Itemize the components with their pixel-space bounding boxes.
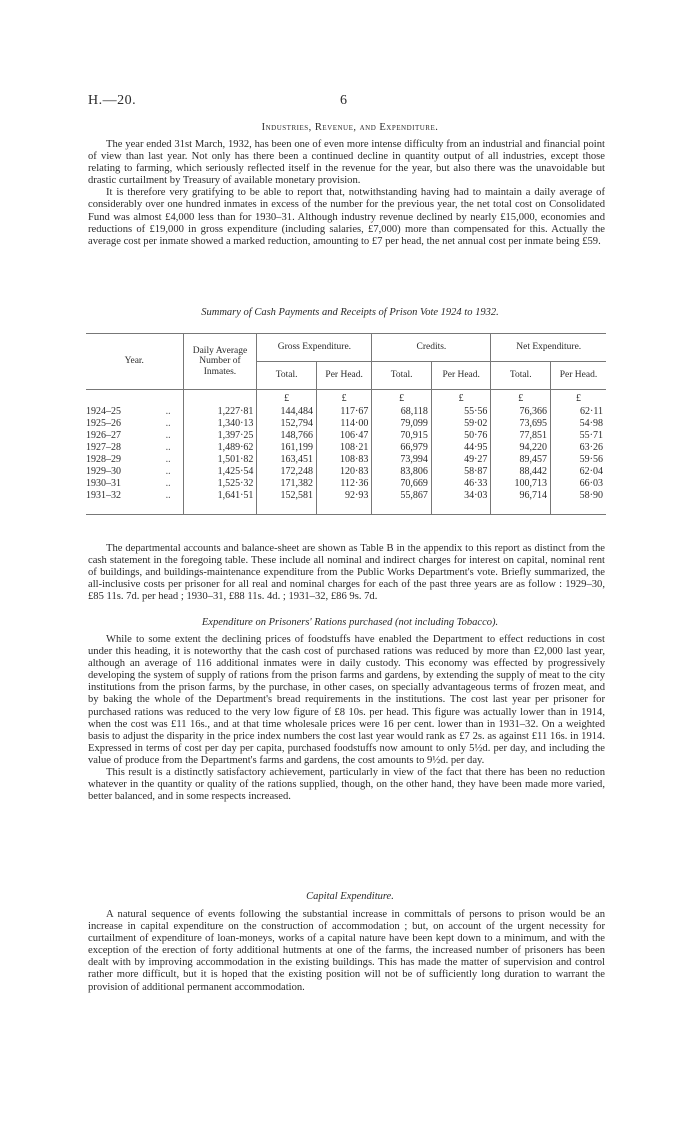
subheader-credits-total: Total. (372, 362, 432, 390)
cell-net-total: 96,714 (491, 490, 551, 502)
section-industries-body (88, 139, 605, 248)
currency-symbol: £ (550, 390, 606, 406)
cell-year: 1929–30 (86, 465, 121, 477)
cell-net-total: 94,220 (491, 442, 551, 454)
cell-credits-total: 70,915 (372, 430, 432, 442)
table-row (86, 466, 606, 478)
subheader-net-per-head: Per Head. (550, 362, 606, 390)
cell-gross-per-head: 117·67 (316, 406, 371, 418)
table-row (86, 478, 606, 490)
cell-leader-dots: .. (165, 429, 171, 441)
cell-daily-average: 1,501·82 (183, 454, 257, 466)
cell-year: 1930–31 (86, 478, 121, 490)
cell-net-total: 73,695 (491, 418, 551, 430)
cell-year: 1926–27 (86, 429, 121, 441)
cell-net-per-head: 62·04 (550, 466, 606, 478)
cell-daily-average: 1,425·54 (183, 466, 257, 478)
cell-credits-total: 68,118 (372, 406, 432, 418)
cell-leader-dots: .. (165, 405, 171, 417)
cell-daily-average: 1,227·81 (183, 406, 257, 418)
cell-gross-total: 172,248 (257, 466, 317, 478)
cell-gross-total: 144,484 (257, 406, 317, 418)
cell-year: 1925–26 (86, 417, 121, 429)
cell-net-total: 77,851 (491, 430, 551, 442)
cell-gross-per-head: 114·00 (316, 418, 371, 430)
cell-credits-total: 70,669 (372, 478, 432, 490)
summary-table-body (86, 390, 606, 515)
cell-credits-total: 79,099 (372, 418, 432, 430)
section-title-rations: Expenditure on Prisoners' Rations purchased (not including Tobacco). (201, 617, 499, 628)
cell-gross-per-head: 108·21 (316, 442, 371, 454)
cell-net-total: 88,442 (491, 466, 551, 478)
cell-net-per-head: 66·03 (550, 478, 606, 490)
cell-year: 1928–29 (86, 453, 121, 465)
cell-gross-total: 152,581 (257, 490, 317, 502)
cell-gross-total: 171,382 (257, 478, 317, 490)
paragraph: While to some extent the declining prices of foodstuffs have enabled the Department to effect reductions in cost under this heading, it is noteworthy that the cash cost of purchased rations was reduced by more than £2,000 last year, although an average of 116 additional inmates were in daily custody. This economy was effected by progressively developing the system of supply of rations from the prison farms and gardens, by extending the supply of meat to the city institutions from the prison farms, by the purchase, in other cases, on specially advantageous terms of frozen meat, and by baking the whole of the Department's bread requirements in the institutions. The cost last year per prisoner for purchased rations was reduced to the very low figure of £8 10s. per head. This figure was actually lower than in 1914, when the cost was £11 16s., and at that time wholesale prices were 16 per cent. lower than in 1931–32. On a weighted basis to adjust the disparity in the price index numbers the cost last year would rank as £7 2s. as against £11 16s. in 1914. Expressed in terms of cost per day per capita, purchased foodstuffs now amount to only 5½d. per day, and including the value of produce from the Department's farms and gardens, the cost amounts to 9½d. per day. (88, 634, 605, 766)
table-row (86, 442, 606, 454)
cell-credits-total: 66,979 (372, 442, 432, 454)
section-title-capital: Capital Expenditure. (306, 891, 394, 902)
cell-year: 1924–25 (86, 405, 121, 417)
cell-credits-per-head: 49·27 (431, 454, 491, 466)
subheader-gross-total: Total. (257, 362, 317, 390)
cell-credits-per-head: 34·03 (431, 490, 491, 502)
subheader-net-total: Total. (491, 362, 551, 390)
cell-gross-per-head: 112·36 (316, 478, 371, 490)
cell-gross-per-head: 120·83 (316, 466, 371, 478)
cell-leader-dots: .. (165, 417, 171, 429)
cell-gross-per-head: 92·93 (316, 490, 371, 502)
table-row (86, 406, 606, 418)
cell-gross-per-head: 106·47 (316, 430, 371, 442)
cell-credits-total: 83,806 (372, 466, 432, 478)
page-number: 6 (340, 93, 347, 108)
cell-credits-per-head: 58·87 (431, 466, 491, 478)
cell-daily-average: 1,397·25 (183, 430, 257, 442)
accounts-paragraph-block (88, 543, 605, 603)
cell-leader-dots: .. (165, 478, 171, 490)
currency-symbol: £ (257, 390, 317, 406)
cell-year: 1931–32 (86, 490, 121, 502)
cell-credits-per-head: 46·33 (431, 478, 491, 490)
cell-net-total: 76,366 (491, 406, 551, 418)
table-row (86, 454, 606, 466)
section-capital-body (88, 909, 605, 994)
cell-daily-average: 1,641·51 (183, 490, 257, 502)
document-reference: H.—20. (88, 93, 137, 108)
col-header-daily-average: Daily Average Number of Inmates. (183, 334, 257, 390)
table-row (86, 430, 606, 442)
cell-leader-dots: .. (165, 441, 171, 453)
cell-daily-average: 1,525·32 (183, 478, 257, 490)
cell-net-per-head: 55·71 (550, 430, 606, 442)
summary-table-wrap (86, 333, 606, 515)
col-header-gross-expenditure: Gross Expenditure. (257, 334, 372, 362)
cell-credits-per-head: 55·56 (431, 406, 491, 418)
cell-credits-total: 73,994 (372, 454, 432, 466)
cell-net-per-head: 62·11 (550, 406, 606, 418)
cell-daily-average: 1,489·62 (183, 442, 257, 454)
summary-table (86, 333, 606, 515)
cell-year: 1927–28 (86, 441, 121, 453)
col-header-credits: Credits. (372, 334, 491, 362)
section-title-industries: Industries, Revenue, and Expenditure. (261, 122, 439, 133)
cell-net-per-head: 54·98 (550, 418, 606, 430)
table-title: Summary of Cash Payments and Receipts of Prison Vote 1924 to 1932. (201, 307, 499, 318)
subheader-credits-per-head: Per Head. (431, 362, 491, 390)
cell-gross-per-head: 108·83 (316, 454, 371, 466)
cell-net-total: 89,457 (491, 454, 551, 466)
paragraph: This result is a distinctly satisfactory achievement, particularly in view of the fact that there has been no reduction whatever in the quantity or quality of the rations supplied, though, on the other hand, they have been made more varied, better balanced, and in some respects increased. (88, 767, 605, 803)
table-row (86, 418, 606, 430)
cell-gross-total: 161,199 (257, 442, 317, 454)
cell-gross-total: 148,766 (257, 430, 317, 442)
table-row (86, 490, 606, 502)
cell-credits-total: 55,867 (372, 490, 432, 502)
cell-leader-dots: .. (165, 490, 171, 502)
col-header-net-expenditure: Net Expenditure. (491, 334, 606, 362)
cell-credits-per-head: 44·95 (431, 442, 491, 454)
cell-gross-total: 152,794 (257, 418, 317, 430)
section-rations-body (88, 634, 605, 803)
cell-leader-dots: .. (165, 465, 171, 477)
cell-credits-per-head: 59·02 (431, 418, 491, 430)
paragraph: A natural sequence of events following the substantial increase in committals of persons to prison would be an increase in capital expenditure on the construction of accommodation ; but, on account of the urgent necessity for curtailment of expenditure of loan-moneys, works of a capital nature have been kept down to a minimum, and with the exception of the erection of forty additional hutments at one of the farms, the increased number of prisoners has been dealt with by improving accommodation in the existing buildings. This has made the matter of supervision and control rather more difficult, but it is hoped that the existing position will not be of sufficiently long duration to warrant the provision of additional permanent accommodation. (88, 909, 605, 993)
cell-leader-dots: .. (165, 453, 171, 465)
cell-daily-average: 1,340·13 (183, 418, 257, 430)
paragraph: The year ended 31st March, 1932, has been one of even more intense difficulty from an industrial and financial point of view than last year. Not only has there been a continued decline in quantity output of all industries, except those relating to farming, which seriously reflected itself in the revenue for the year, but also there was the unavoidable but drastic curtailment by Treasury of available monetary provision. (88, 139, 605, 187)
currency-symbol: £ (431, 390, 491, 406)
currency-symbol: £ (316, 390, 371, 406)
cell-net-per-head: 59·56 (550, 454, 606, 466)
paragraph: It is therefore very gratifying to be able to report that, notwithstanding having had to maintain a daily average of considerably over one hundred inmates in excess of the number for the previous year, the net total cost on Consolidated Fund was almost £4,000 less than for 1930–31. Although industry revenue declined by nearly £15,000, economies and reductions of £19,000 in gross expenditure (including salaries, £7,000) more than compensated for this. Actually the average cost per inmate showed a marked reduction, amounting to £7 per head, the net annual cost per inmate being £59. (88, 187, 605, 247)
cell-net-per-head: 63·26 (550, 442, 606, 454)
subheader-gross-per-head: Per Head. (316, 362, 371, 390)
currency-symbol: £ (372, 390, 432, 406)
cell-net-per-head: 58·90 (550, 490, 606, 502)
cell-gross-total: 163,451 (257, 454, 317, 466)
paragraph: The departmental accounts and balance-sheet are shown as Table B in the appendix to this report as distinct from the cash statement in the foregoing table. These include all nominal and indirect charges for interest on capital, nominal rent of buildings, and buildings-maintenance expenditure from the Public Works Department's vote. Briefly summarized, the all-inclusive costs per prisoner for all real and nominal charges for each of the past three years are as follow : 1929–30, £85 11s. 7d. per head ; 1930–31, £88 11s. 4d. ; 1931–32, £86 9s. 7d. (88, 543, 605, 603)
col-header-year: Year. (124, 356, 144, 367)
cell-net-total: 100,713 (491, 478, 551, 490)
currency-symbol: £ (491, 390, 551, 406)
cell-credits-per-head: 50·76 (431, 430, 491, 442)
